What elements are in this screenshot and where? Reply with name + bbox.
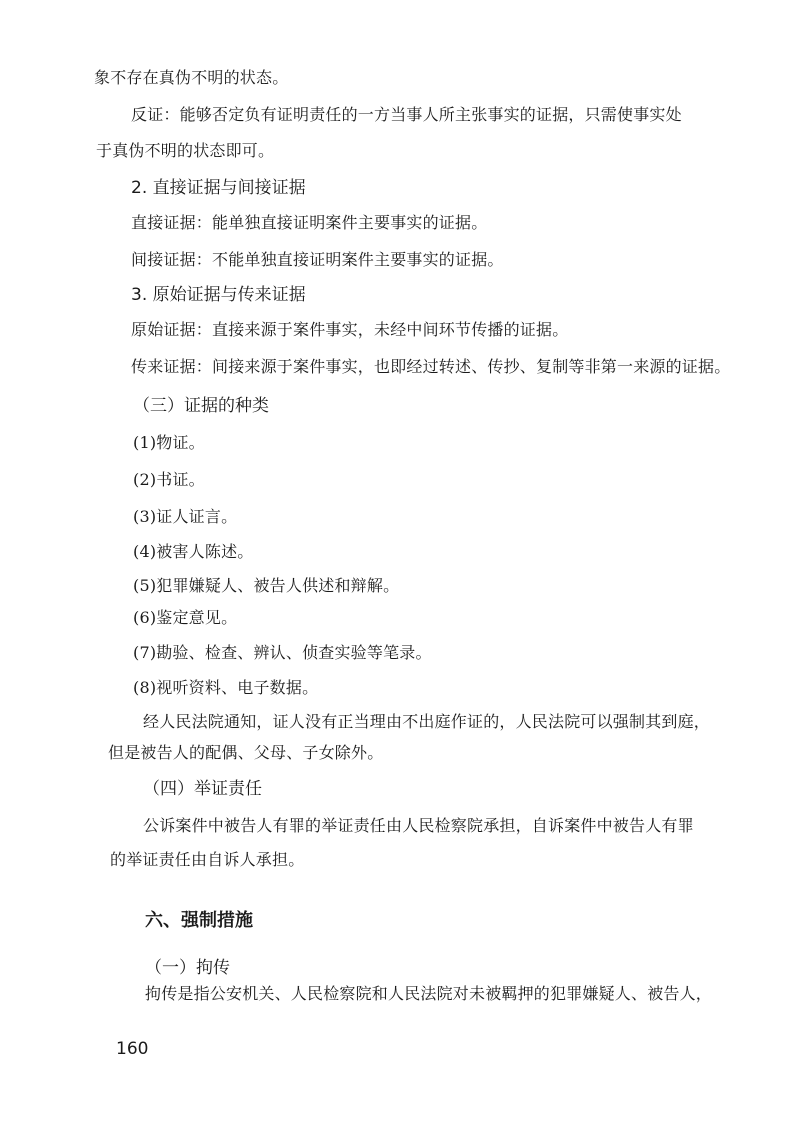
- body-line: 拘传是指公安机关、人民检察院和人民法院对未被羁押的犯罪嫌疑人、被告人，: [145, 984, 713, 1003]
- body-line: 反证：能够否定负有证明责任的一方当事人所主张事实的证据，只需使事实处: [131, 105, 682, 124]
- list-item: (4)被害人陈述。: [133, 542, 254, 561]
- list-item: (2)书证。: [133, 470, 205, 489]
- subheading: （一）拘传: [145, 958, 230, 978]
- body-line: 公诉案件中被告人有罪的举证责任由人民检察院承担，自诉案件中被告人有罪: [143, 816, 694, 835]
- list-item: (1)物证。: [133, 433, 205, 452]
- body-line: 原始证据：直接来源于案件事实，未经中间环节传播的证据。: [131, 320, 569, 339]
- body-line: 经人民法院通知，证人没有正当理由不出庭作证的，人民法院可以强制其到庭，: [143, 712, 711, 731]
- body-line: 于真伪不明的状态即可。: [96, 141, 275, 160]
- body-line: 间接证据：不能单独直接证明案件主要事实的证据。: [131, 250, 504, 269]
- subheading: 3. 原始证据与传来证据: [131, 285, 306, 305]
- subheading: （三）证据的种类: [133, 396, 269, 416]
- body-line: 但是被告人的配偶、父母、子女除外。: [108, 743, 384, 762]
- list-item: (6)鉴定意见。: [133, 608, 238, 627]
- list-item: (8)视听资料、电子数据。: [133, 678, 319, 697]
- body-line: 传来证据：间接来源于案件事实，也即经过转述、传抄、复制等非第一来源的证据。: [131, 357, 731, 376]
- subheading: 2. 直接证据与间接证据: [131, 178, 306, 198]
- list-item: (7)勘验、检查、辨认、侦查实验等笔录。: [133, 643, 432, 662]
- page-number: 160: [116, 1039, 149, 1059]
- body-line: 象不存在真伪不明的状态。: [94, 68, 289, 87]
- section-title: 六、强制措施: [145, 910, 253, 931]
- list-item: (3)证人证言。: [133, 507, 238, 526]
- body-line: 的举证责任由自诉人承担。: [110, 850, 305, 869]
- subheading: （四）举证责任: [143, 779, 262, 799]
- list-item: (5)犯罪嫌疑人、被告人供述和辩解。: [133, 576, 400, 595]
- body-line: 直接证据：能单独直接证明案件主要事实的证据。: [131, 213, 488, 232]
